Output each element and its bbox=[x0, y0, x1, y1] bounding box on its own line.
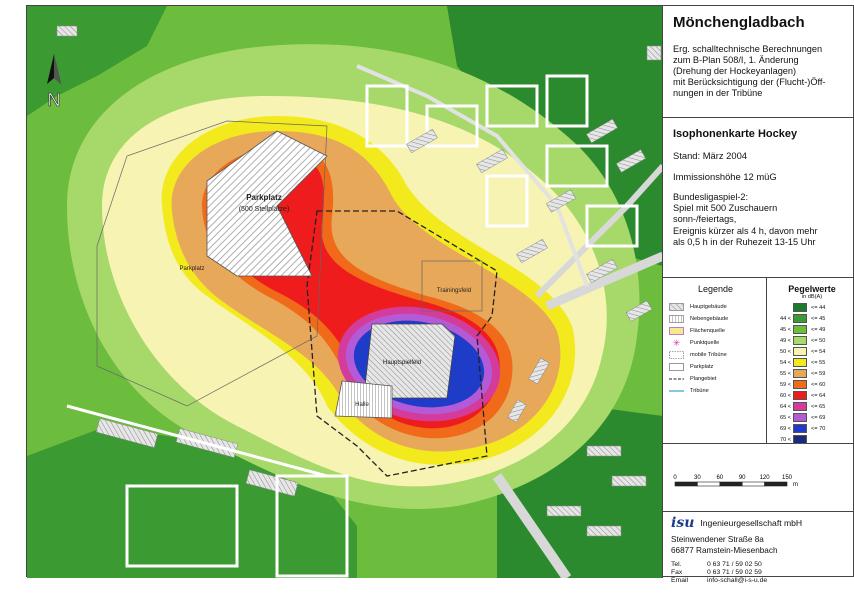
levels-unit: in dB(A) bbox=[801, 294, 823, 300]
level-swatch bbox=[793, 314, 807, 323]
symbol-legend bbox=[663, 278, 767, 444]
level-lower: 59 < bbox=[779, 381, 791, 388]
legend-title: Legende bbox=[697, 284, 734, 294]
contact-email[interactable]: info-schall@i-s-u.de bbox=[707, 577, 768, 584]
level-swatch bbox=[793, 347, 807, 356]
level-lower: 54 < bbox=[779, 359, 791, 366]
level-swatch bbox=[793, 402, 807, 411]
scale-segment bbox=[742, 482, 764, 486]
level-swatch bbox=[793, 391, 807, 400]
scenario-line: Bundesligaspiel-2: bbox=[673, 192, 749, 202]
stand-date: Stand: März 2004 bbox=[673, 150, 748, 161]
level-swatch bbox=[793, 424, 807, 433]
level-lower: 49 < bbox=[779, 337, 791, 344]
scenario-line: sonn-/feiertags, bbox=[673, 214, 737, 225]
scale-bar bbox=[663, 444, 854, 512]
parking-small-label: Parkplatz bbox=[179, 266, 205, 272]
parking-main-label: Parkplatz bbox=[246, 193, 282, 202]
scale-segment bbox=[720, 482, 742, 486]
level-swatch bbox=[793, 303, 807, 312]
hall-building[interactable] bbox=[335, 381, 392, 418]
scenario-line: Spiel mit 500 Zuschauern bbox=[673, 203, 778, 214]
level-lower: 69 < bbox=[779, 425, 791, 432]
level-upper: <= 69 bbox=[811, 414, 826, 421]
contact-key: Tel. bbox=[671, 561, 682, 568]
hall-label: Halle bbox=[355, 402, 369, 408]
level-lower: 44 < bbox=[779, 315, 791, 322]
contact-key: Fax bbox=[671, 569, 683, 576]
level-upper: <= 65 bbox=[811, 403, 826, 410]
level-row bbox=[771, 302, 853, 313]
company-name: Ingenieurgesellschaft mbH bbox=[700, 518, 803, 528]
scale-tick-label: 150 bbox=[781, 475, 793, 481]
level-upper: <= 54 bbox=[811, 348, 826, 355]
legend-item bbox=[669, 301, 762, 313]
plan-area-icon bbox=[669, 375, 684, 383]
level-lower: 65 < bbox=[779, 414, 791, 421]
noise-map[interactable] bbox=[27, 6, 663, 578]
level-row bbox=[771, 379, 853, 390]
north-label: N bbox=[47, 90, 61, 110]
level-upper: <= 59 bbox=[811, 370, 826, 377]
scale-tick-label: 30 bbox=[694, 475, 701, 481]
level-row bbox=[771, 423, 853, 434]
legend-item bbox=[669, 337, 762, 349]
legend-label: Hauptgebäude bbox=[690, 304, 727, 310]
scale-unit: m bbox=[793, 482, 798, 488]
area-source-icon bbox=[669, 327, 684, 335]
company-city: 66877 Ramstein-Miesenbach bbox=[671, 546, 778, 555]
level-swatch bbox=[793, 325, 807, 334]
legend-item bbox=[669, 349, 762, 361]
level-upper: <= 70 bbox=[811, 425, 826, 432]
subtitle-line: mit Berücksichtigung der (Flucht-)Öff- bbox=[673, 77, 826, 87]
level-row bbox=[771, 324, 853, 335]
level-swatch bbox=[793, 413, 807, 422]
level-row bbox=[771, 390, 853, 401]
map-sheet bbox=[26, 5, 854, 584]
legend-item bbox=[669, 373, 762, 385]
company-street: Steinwendener Straße 8a bbox=[671, 535, 764, 544]
subtitle-line: zum B-Plan 508/I, 1. Änderung bbox=[673, 55, 799, 65]
level-upper: <= 49 bbox=[811, 326, 826, 333]
level-lower: 60 < bbox=[779, 392, 791, 399]
legend-item bbox=[669, 385, 762, 397]
subtitle-line: nungen in der Tribüne bbox=[673, 88, 763, 98]
levels-title: Pegelwerte bbox=[788, 284, 836, 294]
point-source-icon bbox=[669, 339, 684, 347]
level-upper: <= 55 bbox=[811, 359, 826, 366]
stand-line-icon bbox=[669, 387, 684, 395]
level-lower: 70 < bbox=[779, 436, 791, 443]
level-row bbox=[771, 357, 853, 368]
scenario-line: als 0,5 h in der Ruhezeit 13-15 Uhr bbox=[673, 236, 816, 247]
level-upper: <= 44 bbox=[811, 304, 826, 311]
parking-main-sublabel: (500 Stellplätze) bbox=[238, 206, 290, 213]
level-swatch bbox=[793, 358, 807, 367]
scale-block bbox=[663, 444, 854, 512]
level-upper: <= 64 bbox=[811, 392, 826, 399]
scale-segment bbox=[697, 482, 719, 486]
level-row bbox=[771, 368, 853, 379]
legend-label: Parkplatz bbox=[690, 364, 714, 370]
level-swatch bbox=[793, 369, 807, 378]
parking-icon bbox=[669, 363, 684, 371]
legend-label: Flächenquelle bbox=[690, 328, 725, 334]
level-row bbox=[771, 313, 853, 324]
info-block bbox=[663, 118, 854, 278]
legend-label: Plangebiet bbox=[690, 376, 717, 382]
level-lower: 64 < bbox=[779, 403, 791, 410]
main-building-icon bbox=[669, 303, 684, 311]
title-block bbox=[663, 6, 854, 118]
info-panel bbox=[663, 6, 854, 584]
company-logo: isu bbox=[671, 515, 695, 531]
legend-label: Punktquelle bbox=[690, 340, 720, 346]
scale-tick-label: 90 bbox=[738, 475, 746, 481]
contact-key: Email bbox=[671, 577, 688, 584]
level-swatch bbox=[793, 435, 807, 444]
legend-block bbox=[663, 278, 854, 444]
main-field-label: Hauptspielfeld bbox=[382, 360, 422, 366]
scale-tick-label: 120 bbox=[759, 475, 770, 481]
legend-label: Nebengebäude bbox=[690, 316, 729, 322]
level-swatch bbox=[793, 336, 807, 345]
svg-text:✳: ✳ bbox=[672, 339, 681, 347]
level-lower: 45 < bbox=[779, 326, 791, 333]
legend-item bbox=[669, 325, 762, 337]
company-block bbox=[663, 512, 854, 584]
legend-label: mobile Tribüne bbox=[690, 352, 727, 358]
level-row bbox=[771, 401, 853, 412]
scenario-line: Ereignis kürzer als 4 h, davon mehr bbox=[673, 225, 818, 236]
level-row bbox=[771, 335, 853, 346]
legend-item bbox=[669, 361, 762, 373]
legend-label: Tribüne bbox=[690, 388, 709, 394]
scale-segment bbox=[765, 482, 787, 486]
mobile-stand-icon bbox=[669, 351, 684, 359]
map-heading: Isophonenkarte Hockey bbox=[673, 128, 798, 140]
level-swatch bbox=[793, 380, 807, 389]
level-row bbox=[771, 346, 853, 357]
scale-segment bbox=[675, 482, 697, 486]
contact-fax: 0 63 71 / 59 02 59 bbox=[707, 569, 762, 576]
level-upper: <= 45 bbox=[811, 315, 826, 322]
city-title: Mönchengladbach bbox=[673, 14, 805, 31]
legend-item bbox=[669, 313, 762, 325]
training-field-label: Trainingsfeld bbox=[436, 288, 472, 294]
contact-phone[interactable]: 0 63 71 / 59 02 50 bbox=[707, 561, 762, 568]
scale-tick-label: 0 bbox=[673, 475, 677, 481]
subtitle-line: Erg. schalltechnische Berechnungen bbox=[673, 44, 823, 54]
level-upper: <= 60 bbox=[811, 381, 826, 388]
subtitle-line: (Drehung der Hockeyanlagen) bbox=[673, 66, 797, 76]
scale-tick-label: 60 bbox=[716, 475, 724, 481]
level-legend bbox=[767, 278, 854, 444]
level-row bbox=[771, 412, 853, 423]
side-building-icon bbox=[669, 315, 684, 323]
level-lower: 55 < bbox=[779, 370, 791, 377]
level-upper: <= 50 bbox=[811, 337, 826, 344]
level-lower: 50 < bbox=[779, 348, 791, 355]
immission-height: Immissionshöhe 12 müG bbox=[673, 171, 777, 182]
